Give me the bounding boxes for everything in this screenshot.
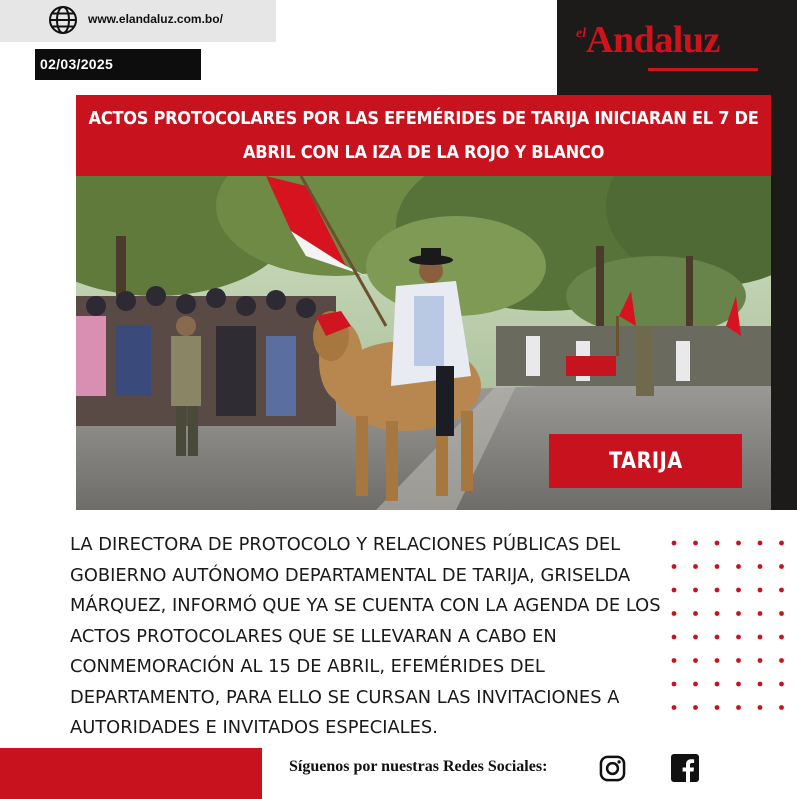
decorative-dot — [693, 658, 698, 663]
decorative-dot — [779, 541, 784, 546]
decorative-dot — [693, 611, 698, 616]
decorative-dot — [715, 635, 720, 640]
decorative-dot — [736, 541, 741, 546]
decorative-dot — [779, 682, 784, 687]
logo-prefix: el — [576, 26, 587, 41]
body-line-2: GOBIERNO AUTÓNOMO DEPARTAMENTAL DE TARIJA, GRISELDA — [70, 564, 631, 586]
decorative-dot — [758, 682, 763, 687]
body-line-1: LA DIRECTORA DE PROTOCOLO Y RELACIONES PÚBLICAS DEL — [70, 534, 621, 555]
category-badge — [549, 434, 742, 488]
decorative-dot — [758, 588, 763, 593]
decorative-dot — [672, 658, 677, 663]
decorative-dot — [715, 658, 720, 663]
decorative-dot — [758, 635, 763, 640]
decorative-dot — [672, 635, 677, 640]
decorative-dot — [758, 611, 763, 616]
decorative-dot — [693, 588, 698, 593]
decorative-dot — [758, 705, 763, 710]
decorative-dot — [715, 682, 720, 687]
decorative-dot — [779, 564, 784, 569]
andaluz-logo — [572, 18, 782, 78]
headline — [89, 102, 759, 170]
body-line-4: ACTOS PROTOCOLARES QUE SE LLEVARAN A CABO EN — [70, 625, 557, 647]
body-line-3: MÁRQUEZ, INFORMÓ QUE YA SE CUENTA CON LA AGENDA DE LOS — [70, 595, 661, 616]
headline-line-2: ABRIL CON LA IZA DE LA ROJO Y BLANCO — [242, 142, 605, 163]
decorative-dot — [672, 682, 677, 687]
article-body — [70, 530, 661, 744]
decorative-dot — [715, 705, 720, 710]
logo-name: Andaluz — [586, 19, 720, 61]
facebook-icon[interactable] — [671, 754, 699, 782]
decorative-dot — [779, 658, 784, 663]
decorative-dot — [715, 611, 720, 616]
decorative-dot — [672, 564, 677, 569]
decorative-dot — [758, 541, 763, 546]
decorative-dot — [758, 658, 763, 663]
decorative-dot — [736, 564, 741, 569]
decorative-dot — [736, 658, 741, 663]
decorative-dot — [779, 611, 784, 616]
decorative-dot — [672, 705, 677, 710]
decorative-dot — [779, 635, 784, 640]
decorative-dot — [779, 588, 784, 593]
decorative-dot — [736, 682, 741, 687]
headline-line-1: ACTOS PROTOCOLARES POR LAS EFEMÉRIDES DE TARIJA INICIARAN EL 7 DE — [88, 108, 759, 129]
body-line-6: DEPARTAMENTO, PARA ELLO SE CURSAN LAS INVITACIONES A — [70, 686, 620, 708]
logo-underline — [648, 68, 758, 71]
decorative-dot — [736, 611, 741, 616]
website-link[interactable]: www.elandaluz.com.bo/ — [88, 12, 223, 26]
decorative-dot — [736, 635, 741, 640]
globe-icon — [48, 5, 78, 35]
decorative-dot — [672, 611, 677, 616]
decorative-dot — [693, 541, 698, 546]
instagram-icon[interactable] — [599, 755, 626, 782]
bottom-red-bar — [0, 748, 262, 799]
decorative-dot — [758, 564, 763, 569]
body-line-5: CONMEMORACIÓN AL 15 DE ABRIL, EFEMÉRIDES DEL — [70, 656, 545, 677]
follow-us-label: Síguenos por nuestras Redes Sociales: — [289, 758, 548, 775]
decorative-dot — [672, 541, 677, 546]
decorative-dot — [693, 635, 698, 640]
decorative-dot — [715, 541, 720, 546]
headline-box — [76, 95, 771, 176]
decorative-dot — [693, 682, 698, 687]
decorative-dot — [779, 705, 784, 710]
decorative-dot — [715, 564, 720, 569]
decorative-dot — [693, 705, 698, 710]
decorative-dot — [736, 588, 741, 593]
date-label: 02/03/2025 — [40, 56, 114, 72]
body-line-7: AUTORIDADES E INVITADOS ESPECIALES. — [70, 717, 438, 738]
decorative-dot — [693, 564, 698, 569]
decorative-dot-grid — [668, 537, 786, 717]
category-label: TARIJA — [608, 448, 683, 474]
decorative-dot — [672, 588, 677, 593]
decorative-dot — [715, 588, 720, 593]
decorative-dot — [736, 705, 741, 710]
